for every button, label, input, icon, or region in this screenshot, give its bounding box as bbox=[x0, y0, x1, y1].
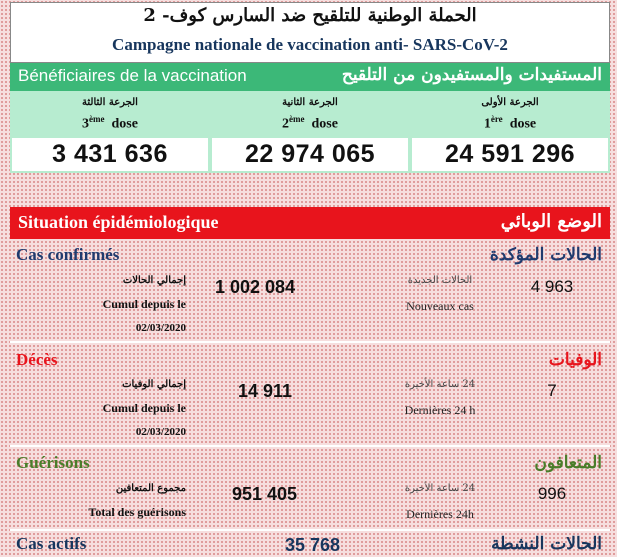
epi-label-ar: الوضع الوبائي bbox=[500, 211, 602, 232]
dose-3-label-ar: الجرعة الثالثة bbox=[82, 97, 138, 108]
dose-2-label-ar: الجرعة الثانية bbox=[282, 97, 338, 108]
recoveries-section bbox=[10, 449, 610, 531]
confirmed-cum-date: 02/03/2020 bbox=[135, 322, 186, 334]
deaths-cum-label-ar: إجمالي الوفيات bbox=[122, 379, 186, 390]
dose-3-value: 3 431 636 bbox=[12, 138, 208, 171]
dose-3-header bbox=[10, 91, 210, 137]
confirmed-title-fr: Cas confirmés bbox=[16, 245, 120, 264]
active-section bbox=[10, 531, 610, 557]
deaths-new-value: 7 bbox=[547, 381, 557, 400]
confirmed-new-label-fr: Nouveaux cas bbox=[406, 299, 474, 313]
recoveries-title-fr: Guérisons bbox=[16, 453, 90, 472]
confirmed-cum-label-ar: إجمالي الحالات bbox=[122, 275, 186, 286]
confirmed-section bbox=[10, 239, 610, 343]
dose-2-label-fr: 2ème dose bbox=[282, 114, 338, 132]
recoveries-cum-label-ar: مجموع المتعافين bbox=[115, 483, 186, 494]
epi-label-fr: Situation épidémiologique bbox=[18, 212, 219, 232]
recoveries-new-label-ar: 24 ساعة الأخيرة bbox=[404, 483, 476, 494]
deaths-new-label-fr: Dernières 24 h bbox=[404, 403, 476, 417]
dose-2-value: 22 974 065 bbox=[212, 138, 408, 171]
active-value: 35 768 bbox=[285, 535, 341, 555]
title-french: Campagne nationale de vaccination anti- SARS-CoV-2 bbox=[112, 35, 508, 54]
deaths-new-label-ar: 24 ساعة الأخيرة bbox=[404, 379, 476, 390]
dose-panel bbox=[10, 91, 610, 173]
recoveries-cum-value: 951 405 bbox=[232, 484, 298, 504]
epi-bar bbox=[10, 207, 610, 239]
deaths-cum-date: 02/03/2020 bbox=[135, 426, 186, 438]
confirmed-new-label-ar: الحالات الجديدة bbox=[407, 275, 473, 286]
confirmed-title-ar: الحالات المؤكدة bbox=[489, 245, 602, 265]
deaths-cum-label-fr: Cumul depuis le bbox=[102, 401, 186, 415]
confirmed-cum-label-fr: Cumul depuis le bbox=[102, 297, 186, 311]
dose-1-value: 24 591 296 bbox=[412, 138, 608, 171]
dose-1-header bbox=[410, 91, 610, 137]
dose-1-label-ar: الجرعة الأولى bbox=[481, 97, 539, 108]
header bbox=[10, 2, 610, 63]
deaths-cum-value: 14 911 bbox=[238, 381, 293, 401]
recoveries-new-value: 996 bbox=[537, 484, 567, 503]
beneficiaries-label-fr: Bénéficiaires de la vaccination bbox=[18, 66, 247, 85]
dose-3-label-fr: 3ème dose bbox=[82, 114, 138, 132]
active-title-ar: الحالات النشطة bbox=[491, 534, 602, 554]
confirmed-cum-value: 1 002 084 bbox=[215, 277, 296, 297]
title-arabic: الحملة الوطنية للتلقيح ضد السارس كوف- 2 bbox=[143, 5, 477, 26]
recoveries-title-ar: المتعافون bbox=[534, 453, 602, 473]
deaths-title-fr: Décès bbox=[16, 350, 58, 369]
recoveries-cum-label-fr: Total des guérisons bbox=[88, 505, 186, 519]
beneficiaries-label-ar: المستفيدات والمستفيدون من التلقيح bbox=[341, 65, 602, 85]
deaths-section bbox=[10, 345, 610, 447]
beneficiaries-bar bbox=[10, 63, 610, 91]
active-title-fr: Cas actifs bbox=[16, 534, 87, 553]
dose-2-header bbox=[210, 91, 410, 137]
dose-1-label-fr: 1ère dose bbox=[483, 114, 537, 132]
deaths-title-ar: الوفيات bbox=[548, 350, 602, 370]
recoveries-new-label-fr: Dernières 24h bbox=[406, 507, 474, 521]
confirmed-new-value: 4 963 bbox=[530, 277, 574, 296]
